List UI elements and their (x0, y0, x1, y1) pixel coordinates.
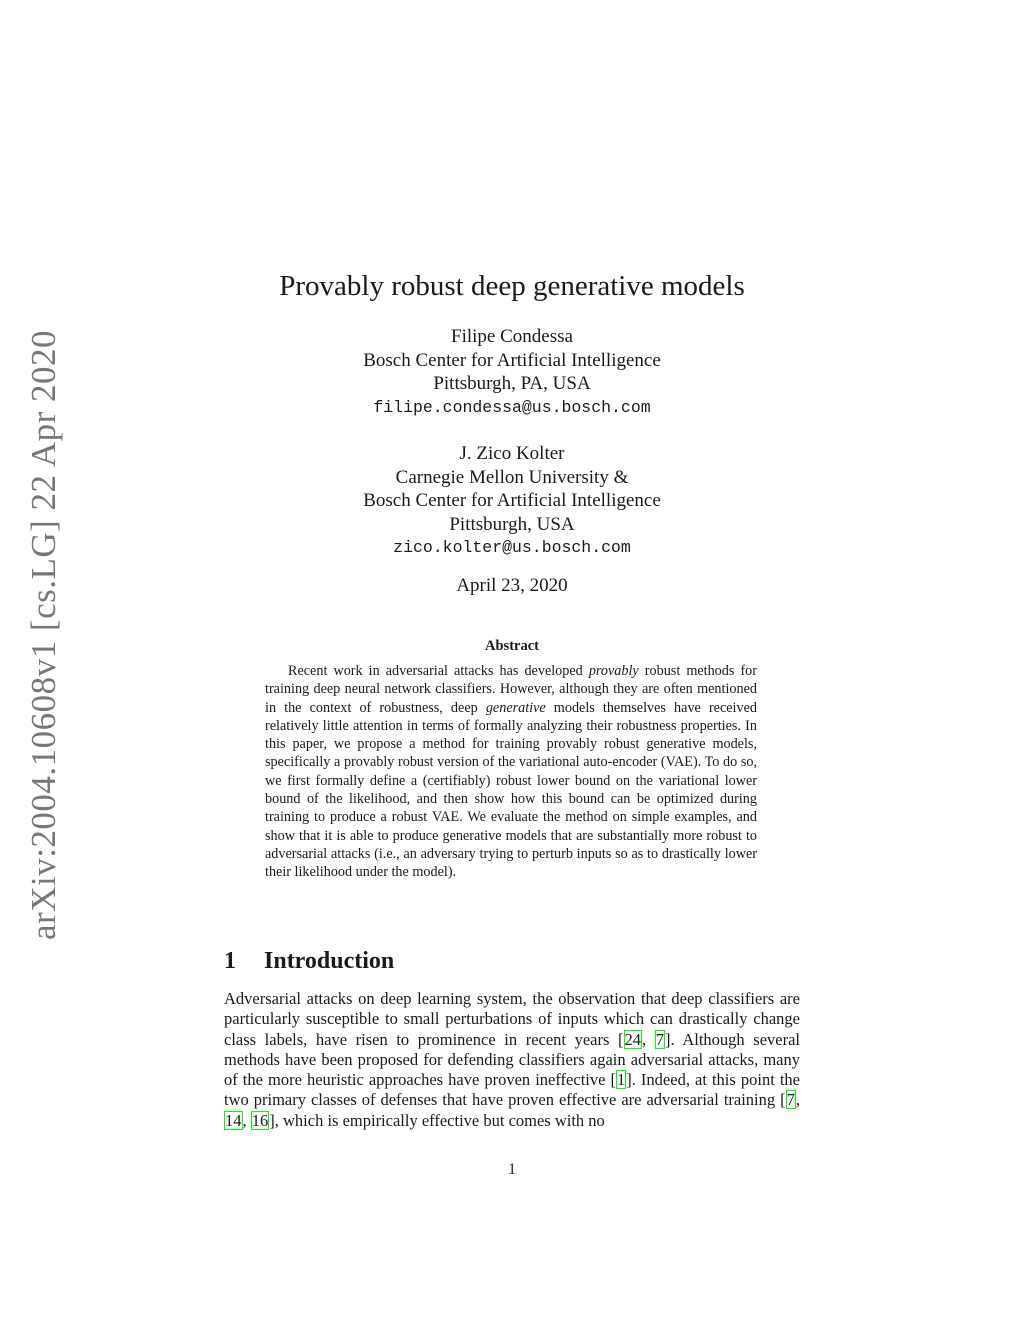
author-2-email[interactable]: zico.kolter@us.bosch.com (393, 538, 631, 557)
author-2-affiliation-line-1: Carnegie Mellon University & (395, 466, 629, 488)
section-title: Introduction (264, 948, 395, 974)
arxiv-identifier-stamp: arXiv:2004.10608v1 [cs.LG] 22 Apr 2020 (24, 329, 63, 940)
intro-text-5: , (795, 1090, 800, 1110)
author-2-affiliation-line-2: Bosch Center for Artificial Intelligence (363, 490, 661, 511)
intro-text-4: ]. Indeed, at this point the two primary classes of defenses that have proven effective are adversarial training [ (224, 1070, 800, 1110)
abstract-text-1: Recent work in adversarial attacks has developed (288, 663, 589, 679)
abstract-body (265, 662, 757, 882)
abstract-text-3: models themselves have received relatively little attention in terms of formally analyzing their robustness properties. In this paper, we propose a method for training provably robust generative models, specifically a provably robust version of the variational auto-encoder (VAE). To do so, we first formally define a (certifiably) robust lower bound on the variational lower bound of the likelihood, and then show how this bound can be optimized during training to produce a robust VAE. We evaluate the method on simple examples, and show that it is able to produce generative models that are substantially more robust to adversarial attacks (i.e., an adversary trying to perturb inputs so as to drastically lower their likelihood under the model). (265, 699, 757, 881)
author-1-affiliation-line-2: Pittsburgh, PA, USA (433, 373, 591, 394)
author-2-affiliation-line-3: Pittsburgh, USA (449, 513, 575, 535)
abstract-emphasis-provably: provably (588, 663, 639, 679)
abstract-heading: Abstract (485, 638, 539, 654)
citation-link-24[interactable]: 24 (624, 1029, 642, 1049)
citation-link-14[interactable]: 14 (225, 1110, 242, 1130)
citation-link-7-second[interactable]: 7 (786, 1090, 795, 1110)
publication-date: April 23, 2020 (456, 575, 568, 596)
author-1-affiliation-line-1: Bosch Center for Artificial Intelligence (363, 349, 661, 371)
introduction-paragraph (224, 989, 800, 1131)
author-1-email[interactable]: filipe.condessa@us.bosch.com (373, 397, 651, 417)
section-heading-introduction (224, 946, 394, 976)
paper-title: Provably robust deep generative models (279, 270, 745, 302)
author-1-name: Filipe Condessa (451, 326, 573, 347)
author-2-block (0, 442, 1024, 560)
citation-link-1[interactable]: 1 (617, 1070, 626, 1090)
intro-text-6: , (242, 1110, 251, 1130)
author-1-block (0, 325, 1024, 419)
page-number: 1 (508, 1161, 516, 1178)
section-number: 1 (224, 948, 236, 974)
abstract-emphasis-generative: generative (485, 699, 546, 716)
intro-text-1: Adversarial attacks on deep learning system, the observation that deep classifiers are particularly susceptible to small perturbations of inputs which can drastically change class labels, have risen to prominence in recent years [ (224, 989, 800, 1049)
abstract-text-2: robust methods for training deep neural network classifiers. However, although they are often mentioned in the context of robustness, deep (265, 663, 757, 716)
author-2-name: J. Zico Kolter (459, 443, 565, 464)
citation-link-7[interactable]: 7 (655, 1029, 665, 1049)
citation-link-16[interactable]: 16 (251, 1110, 269, 1130)
intro-text-3: ]. Although several methods have been proposed for defending classifiers again adversarial attacks, many of the more heuristic approaches have proven ineffective [ (224, 1029, 800, 1090)
intro-text-7: ], which is empirically effective but comes with no (269, 1110, 605, 1130)
intro-text-2: , (642, 1029, 655, 1049)
